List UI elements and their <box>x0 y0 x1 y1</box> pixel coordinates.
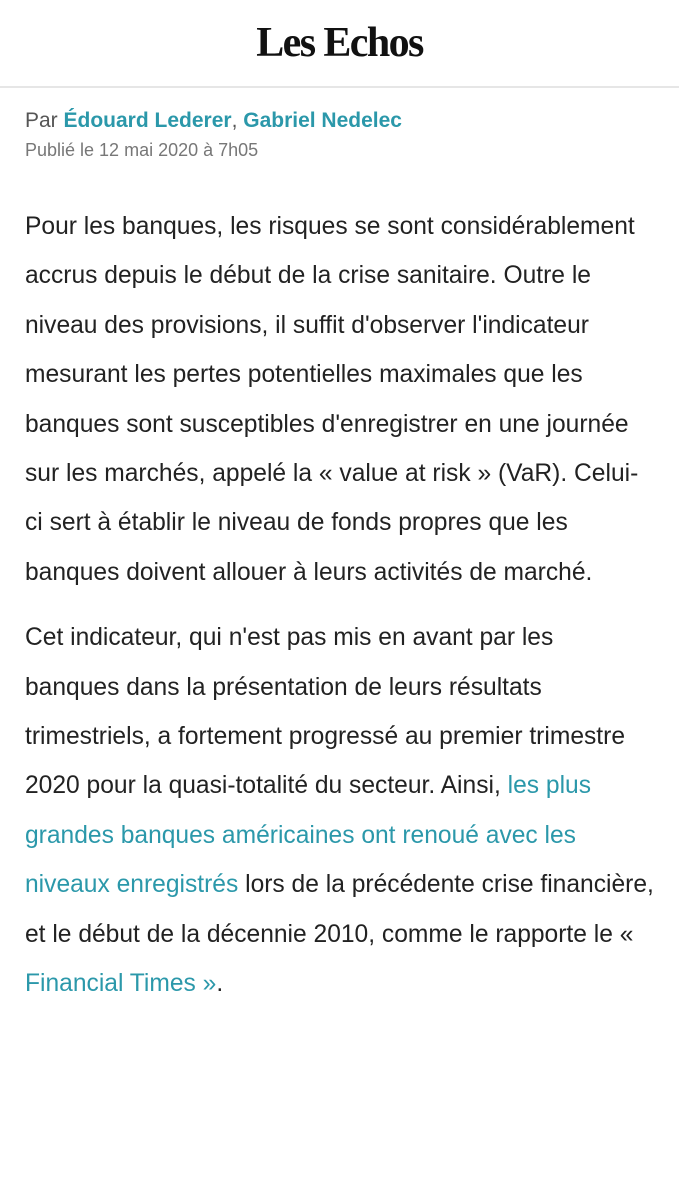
author-link-gabriel-nedelec[interactable]: Gabriel Nedelec <box>243 109 402 132</box>
paragraph-2-text-b: lors de la précédente crise financière, et le début de la décennie 2010, comme le rapporte le « <box>25 871 654 948</box>
paragraph-2-text-a: Cet indicateur, qui n'est pas mis en avant par les banques dans la présentation de leurs résultats trimestriels, a fortement progressé au premier trimestre 2020 pour la quasi-totalité du secteur. Ainsi, <box>25 624 626 800</box>
article-body <box>0 162 679 1009</box>
paragraph-2 <box>25 613 654 1008</box>
link-us-banks-levels[interactable]: les plus grandes banques américaines ont renoué avec les niveaux enregistrés <box>25 772 592 899</box>
les-echos-logo[interactable]: Les Echos <box>256 20 423 66</box>
authors-line <box>25 106 654 136</box>
paragraph-2-text-c: . <box>216 970 224 998</box>
author-separator: , <box>231 109 244 132</box>
article-byline <box>0 88 679 162</box>
byline-prefix: Par <box>25 109 64 132</box>
site-header <box>0 0 679 88</box>
paragraph-1: Pour les banques, les risques se sont considérablement accrus depuis le début de la crise sanitaire. Outre le niveau des provisions, il suffit d'observer l'indicateur mesurant les pertes potentielles maximales que les banques sont susceptibles d'enregistrer en une journée sur les marchés, appelé la « value at risk » (VaR). Celui-ci sert à établir le niveau de fonds propres que les banques doivent allouer à leurs activités de marché. <box>25 213 639 586</box>
author-link-edouard-lederer[interactable]: Édouard Lederer <box>63 109 232 132</box>
publish-date: Publié le 12 mai 2020 à 7h05 <box>25 140 259 160</box>
link-financial-times[interactable]: Financial Times » <box>25 970 217 998</box>
